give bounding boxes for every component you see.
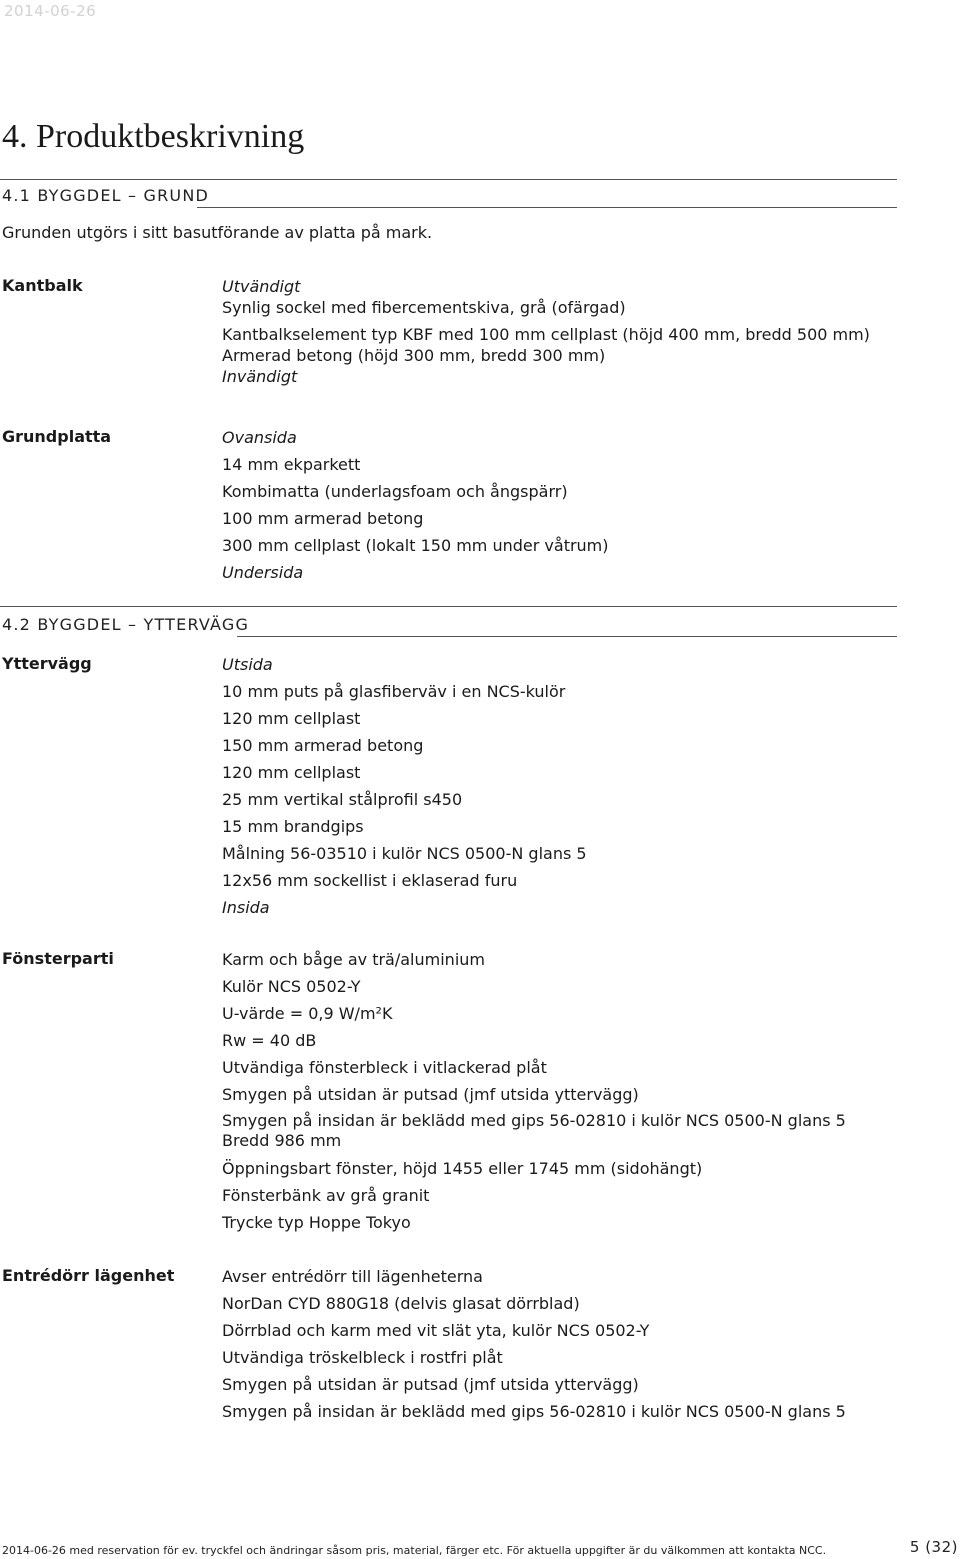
header-date: 2014-06-26: [4, 2, 97, 20]
list-item: 25 mm vertikal stålprofil s450: [222, 790, 463, 809]
list-item: Kulör NCS 0502-Y: [222, 977, 361, 996]
list-item: NorDan CYD 880G18 (delvis glasat dörrblad): [222, 1294, 580, 1313]
list-item: Armerad betong (höjd 300 mm, bredd 300 mm): [222, 346, 606, 365]
label-grundplatta: Grundplatta: [2, 427, 112, 446]
list-item: 14 mm ekparkett: [222, 455, 361, 474]
list-item: Utvändiga fönsterbleck i vitlackerad plåt: [222, 1058, 547, 1077]
list-item: 120 mm cellplast: [222, 763, 361, 782]
list-item: U-värde = 0,9 W/m²K: [222, 1004, 393, 1023]
list-item: Avser entrédörr till lägenheterna: [222, 1267, 483, 1286]
list-item: Smygen på utsidan är putsad (jmf utsida yttervägg): [222, 1085, 639, 1104]
list-item: 12x56 mm sockellist i eklaserad furu: [222, 871, 518, 890]
list-item: 15 mm brandgips: [222, 817, 364, 836]
title-divider: [0, 179, 897, 180]
list-item: Undersida: [222, 563, 304, 582]
list-item: Dörrblad och karm med vit slät yta, kulör NCS 0502-Y: [222, 1321, 650, 1340]
section-heading-grund-text: 4.1 BYGGDEL – GRUND: [2, 186, 210, 205]
list-item: Smygen på utsidan är putsad (jmf utsida yttervägg): [222, 1375, 639, 1394]
page-title: 4. Produktbeskrivning: [2, 118, 305, 155]
list-item: 100 mm armerad betong: [222, 509, 424, 528]
list-item: Ovansida: [222, 428, 297, 447]
list-item: 120 mm cellplast: [222, 709, 361, 728]
yttervagg-details: [222, 654, 902, 924]
list-item: Utvändiga tröskelbleck i rostfri plåt: [222, 1348, 503, 1367]
label-fonsterparti: Fönsterparti: [2, 949, 114, 968]
section-top-divider: [0, 606, 897, 607]
page-number: 5 (32): [909, 1538, 958, 1556]
section-intro: Grunden utgörs i sitt basutförande av platta på mark.: [2, 223, 433, 242]
label-entredorr: Entrédörr lägenhet: [2, 1266, 175, 1285]
list-item: Kantbalkselement typ KBF med 100 mm cellplast (höjd 400 mm, bredd 500 mm): [222, 325, 870, 344]
list-item: Öppningsbart fönster, höjd 1455 eller 1745 mm (sidohängt): [222, 1159, 703, 1178]
list-item: Invändigt: [222, 367, 298, 386]
list-item: Fönsterbänk av grå granit: [222, 1186, 430, 1205]
list-item: 10 mm puts på glasfiberväv i en NCS-kulör: [222, 682, 566, 701]
list-item: Karm och båge av trä/aluminium: [222, 950, 485, 969]
list-item: Smygen på insidan är beklädd med gips 56-02810 i kulör NCS 0500-N glans 5: [222, 1402, 846, 1421]
section-divider: [197, 207, 897, 208]
footer-disclaimer: 2014-06-26 med reservation för ev. tryckfel och ändringar såsom pris, material, färger etc. För aktuella uppgifter är du välkommen att kontakta NCC.: [2, 1544, 827, 1557]
list-item: 150 mm armerad betong: [222, 736, 424, 755]
fonsterparti-details: [222, 949, 902, 1239]
label-yttervagg: Yttervägg: [2, 654, 92, 673]
section-heading-yttervagg-text: 4.2 BYGGDEL – YTTERVÄGG: [2, 615, 250, 634]
list-item: Smygen på insidan är beklädd med gips 56-02810 i kulör NCS 0500-N glans 5 Bredd 986 mm: [222, 1111, 846, 1150]
label-kantbalk: Kantbalk: [2, 276, 83, 295]
list-item: Kombimatta (underlagsfoam och ångspärr): [222, 482, 568, 501]
grundplatta-details: [222, 427, 902, 589]
list-item: Synlig sockel med fibercementskiva, grå (ofärgad): [222, 298, 626, 317]
list-item: Insida: [222, 898, 270, 917]
section-heading-yttervagg: [2, 615, 897, 637]
list-item: 300 mm cellplast (lokalt 150 mm under våtrum): [222, 536, 609, 555]
kantbalk-details: [222, 276, 902, 387]
section-heading-grund: [2, 186, 897, 208]
list-item: Utvändigt: [222, 277, 301, 296]
section-divider: [237, 636, 897, 637]
list-item: Utsida: [222, 655, 273, 674]
entredorr-details: [222, 1266, 902, 1428]
list-item: Trycke typ Hoppe Tokyo: [222, 1213, 411, 1232]
list-item: Rw = 40 dB: [222, 1031, 317, 1050]
list-item: Målning 56-03510 i kulör NCS 0500-N glans 5: [222, 844, 587, 863]
